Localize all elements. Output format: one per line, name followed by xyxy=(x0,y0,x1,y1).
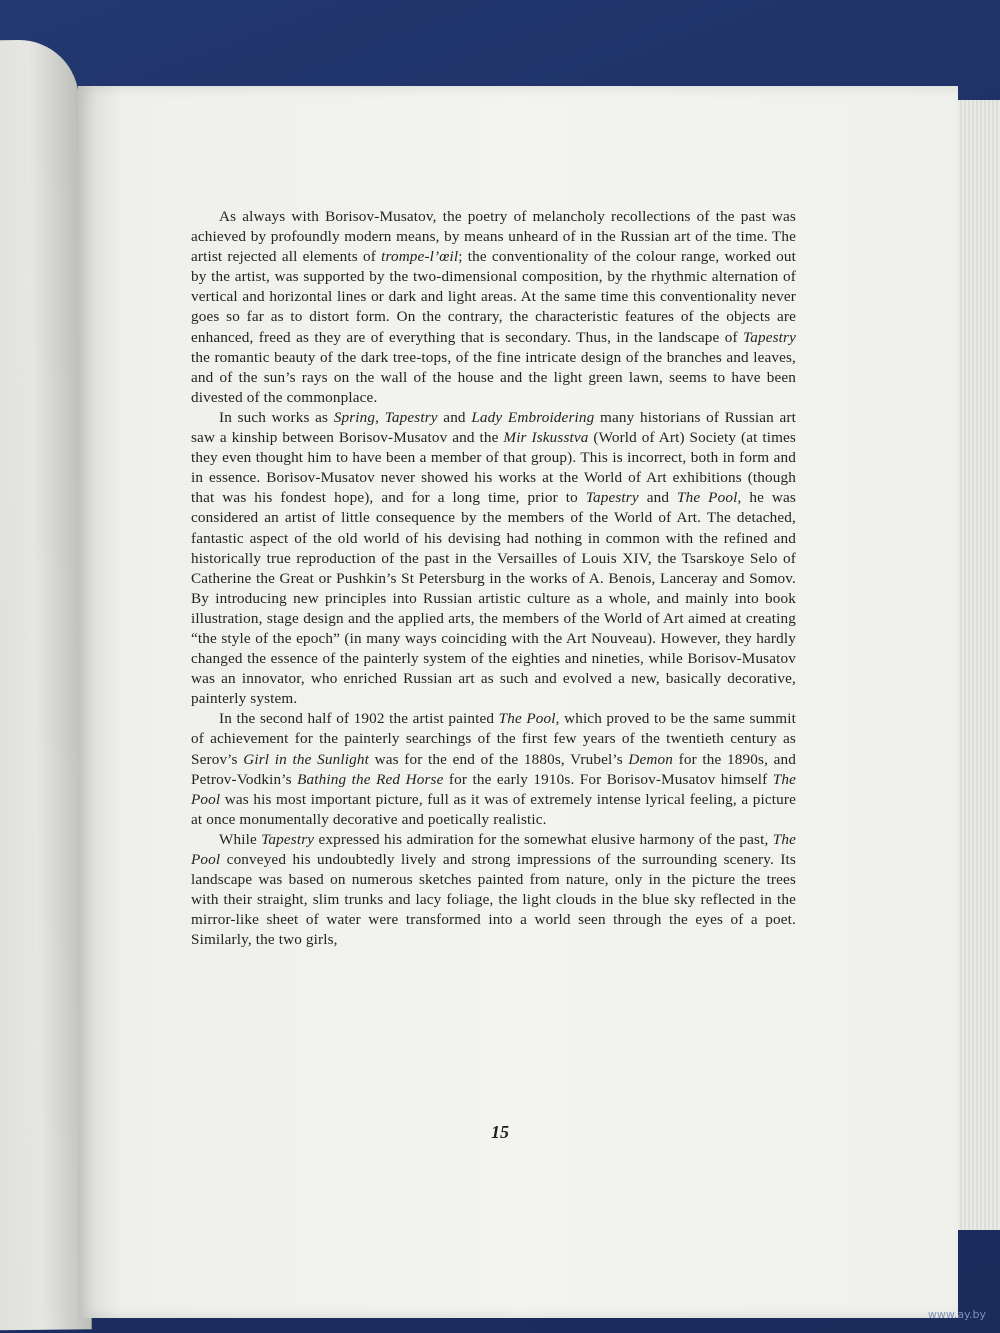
text-run: , which proved to be the same summit of achievement for the painterly searchings of the first few years of the twentieth century as Serov’s xyxy=(191,710,796,768)
paragraph xyxy=(191,207,796,408)
italic-title: The Pool xyxy=(191,830,796,868)
italic-title: Tapestry xyxy=(743,328,796,346)
paragraph xyxy=(191,408,796,709)
text-run: and xyxy=(437,408,472,426)
text-run: , xyxy=(375,408,385,426)
paragraph xyxy=(191,709,796,830)
text-run: As always with Borisov-Musatov, the poetry of melancholy recollections of the past was achieved by profoundly modern means, by means unheard of in the Russian art of the time. The artist rejected all elements of xyxy=(191,208,796,266)
text-run: for the early 1910s. For Borisov-Musatov himself xyxy=(443,770,773,788)
text-run: , he was considered an artist of little consequence by the members of the World of Art. The detached, fantastic aspect of the old world of his devising had nothing in common with the refined and historically true reproduction of the past in the Versailles of Louis XIV, the Tsarskoye Selo of Catherine the Great or Pushkin’s St Petersburg in the works of A. Benois, Lanceray and Somov. By introducing new principles into Russian artistic culture as a whole, and mainly into book illustration, stage design and the applied arts, the members of the World of Art aimed at creating “the style of the epoch” (in many ways coinciding with the Art Nouveau). However, they hardly changed the essence of the painterly system of the eighties and nineties, while Borisov-Musatov was an innovator, who enriched Russian art as such and evolved a new, basically decorative, painterly system. xyxy=(191,489,796,708)
italic-title: Bathing the Red Horse xyxy=(297,770,444,788)
text-run: the romantic beauty of the dark tree-tops, of the fine intricate design of the branches and leaves, and of the sun’s rays on the wall of the house and the light green lawn, seems to have been divested of the commonplace. xyxy=(191,348,796,406)
italic-title: trompe-l’œil xyxy=(381,248,459,266)
text-run: expressed his admiration for the somewhat elusive harmony of the past, xyxy=(314,830,773,848)
page-number: 15 xyxy=(491,1122,509,1142)
italic-title: Tapestry xyxy=(261,830,315,848)
text-run: conveyed his undoubtedly lively and strong impressions of the surrounding scenery. Its landscape was based on numerous sketches painted from nature, only in the picture the trees with their straight, slim trunks and lacy foliage, the light clouds in the blue sky reflected in the mirror-like sheet of water were transformed into a world seen through the eyes of a poet. Similarly, the two girls, xyxy=(191,851,796,949)
text-run: for the 1890s, and Petrov-Vodkin’s xyxy=(191,750,797,788)
italic-title: The Pool xyxy=(498,710,556,728)
text-run: (World of Art) Society (at times they even thought him to have been a member of that group). This is incorrect, both in form and in essence. Borisov-Musatov never showed his works at the World of Art exhibitions (though that was his fondest hope), and for a long time, prior to xyxy=(191,429,796,507)
text-run: many historians of Russian art saw a kinship between Borisov-Musatov and the xyxy=(191,408,796,447)
italic-title: Tapestry xyxy=(384,408,438,426)
italic-title: Spring xyxy=(333,408,376,426)
watermark: www.ay.by xyxy=(927,1308,986,1321)
body-text xyxy=(191,207,796,950)
text-run: was his most important picture, full as it was of extremely intense lyrical feeling, a picture at once monumentally decorative and poetically realistic. xyxy=(191,790,796,828)
text-run: ; the conventionality of the colour range, worked out by the artist, was supported by the two-dimensional composition, by the rhythmic alternation of vertical and horizontal lines or dark and light areas. At the same time this conventionality never goes so far as to distort form. On the contrary, the characteristic features of the objects are enhanced, freed as they are of everything that is secondary. Thus, in the landscape of xyxy=(191,248,796,346)
text-run: In the second half of 1902 the artist painted xyxy=(219,710,499,728)
text-run: While xyxy=(219,830,262,848)
italic-title: Tapestry xyxy=(585,489,639,507)
italic-title: Mir Iskusstva xyxy=(503,429,589,447)
text-run: and xyxy=(638,489,678,507)
italic-title: Girl in the Sunlight xyxy=(243,750,369,768)
italic-title: Demon xyxy=(628,750,674,768)
italic-title: Lady Embroidering xyxy=(471,408,595,426)
italic-title: The Pool xyxy=(191,770,797,808)
italic-title: The Pool xyxy=(677,489,738,507)
text-run: was for the end of the 1880s, Vrubel’s xyxy=(368,750,629,768)
paragraph xyxy=(191,830,796,951)
text-run: In such works as xyxy=(219,408,334,426)
